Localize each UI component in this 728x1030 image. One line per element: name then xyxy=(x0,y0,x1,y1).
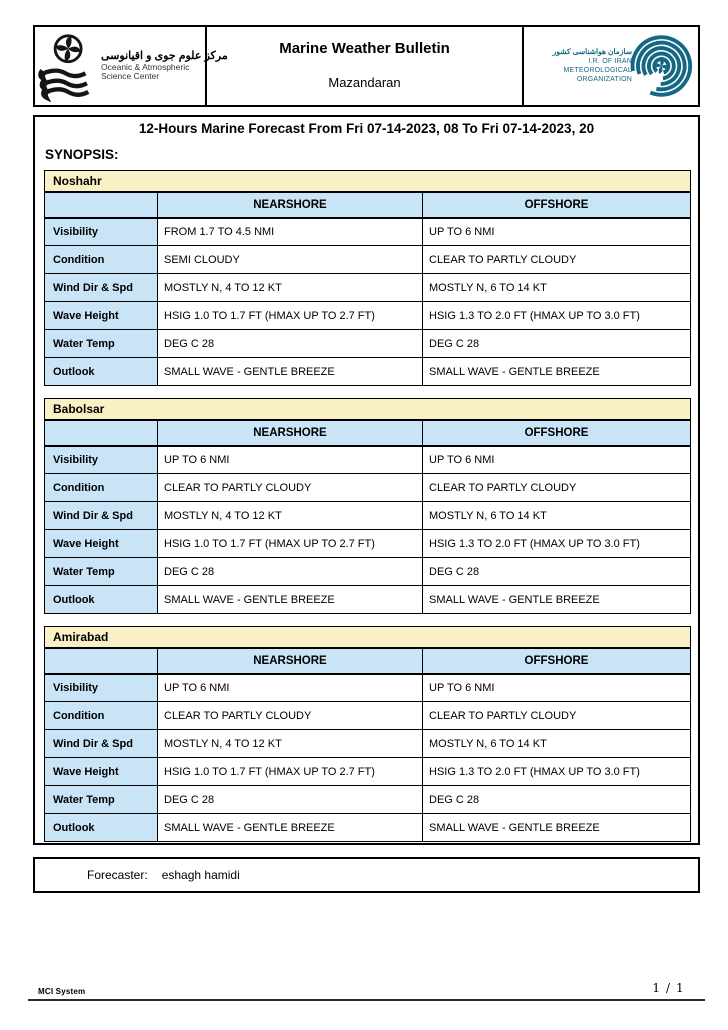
wind-nearshore-value: MOSTLY N, 4 TO 12 KT xyxy=(158,502,423,530)
station-name: Babolsar xyxy=(45,399,691,420)
row-label-outlook: Outlook xyxy=(45,586,158,614)
row-label-condition: Condition xyxy=(45,246,158,274)
station-table-babolsar xyxy=(44,398,691,614)
table-row xyxy=(45,730,691,758)
condition-nearshore-value: CLEAR TO PARTLY CLOUDY xyxy=(158,474,423,502)
forecaster-name: eshagh hamidi xyxy=(161,868,240,882)
wind-offshore-value: MOSTLY N, 6 TO 14 KT xyxy=(423,502,691,530)
row-label-visibility: Visibility xyxy=(45,218,158,246)
wave-offshore-value: HSIG 1.3 TO 2.0 FT (HMAX UP TO 3.0 FT) xyxy=(423,302,691,330)
forecast-body xyxy=(33,115,700,845)
bulletin-header xyxy=(33,25,700,107)
station-name: Amirabad xyxy=(45,627,691,648)
iran-meteorological-organization-icon xyxy=(624,30,694,102)
table-row xyxy=(45,474,691,502)
imo-name-en2: METEOROLOGICAL xyxy=(563,67,632,75)
table-row xyxy=(45,758,691,786)
column-header-offshore: OFFSHORE xyxy=(423,420,691,446)
visibility-nearshore-value: FROM 1.7 TO 4.5 NMI xyxy=(158,218,423,246)
condition-offshore-value: CLEAR TO PARTLY CLOUDY xyxy=(423,246,691,274)
wave-nearshore-value: HSIG 1.0 TO 1.7 FT (HMAX UP TO 2.7 FT) xyxy=(158,302,423,330)
oceanic-center-name-persian: مرکز علوم جوی و اقیانوسی xyxy=(101,49,228,62)
watertemp-nearshore-value: DEG C 28 xyxy=(158,330,423,358)
row-label-wave: Wave Height xyxy=(45,530,158,558)
outlook-offshore-value: SMALL WAVE - GENTLE BREEZE xyxy=(423,358,691,386)
bulletin-region: Mazandaran xyxy=(328,75,401,90)
visibility-nearshore-value: UP TO 6 NMI xyxy=(158,446,423,474)
imo-name-persian: سازمان هواشناسی کشور xyxy=(552,47,632,57)
watertemp-offshore-value: DEG C 28 xyxy=(423,330,691,358)
station-section-amirabad xyxy=(44,626,690,842)
footer-system-label: MCI System xyxy=(38,987,86,996)
oceanic-atmospheric-center-icon xyxy=(35,30,107,102)
synopsis-label: SYNOPSIS: xyxy=(45,147,119,162)
column-header-offshore: OFFSHORE xyxy=(423,192,691,218)
outlook-offshore-value: SMALL WAVE - GENTLE BREEZE xyxy=(423,814,691,842)
table-row xyxy=(45,446,691,474)
column-header-nearshore: NEARSHORE xyxy=(158,648,423,674)
outlook-nearshore-value: SMALL WAVE - GENTLE BREEZE xyxy=(158,358,423,386)
outlook-offshore-value: SMALL WAVE - GENTLE BREEZE xyxy=(423,586,691,614)
row-label-watertemp: Water Temp xyxy=(45,786,158,814)
table-row xyxy=(45,302,691,330)
wind-nearshore-value: MOSTLY N, 4 TO 12 KT xyxy=(158,730,423,758)
page-current: 1 xyxy=(652,981,660,995)
corner-cell xyxy=(45,420,158,446)
outlook-nearshore-value: SMALL WAVE - GENTLE BREEZE xyxy=(158,814,423,842)
column-header-offshore: OFFSHORE xyxy=(423,648,691,674)
visibility-offshore-value: UP TO 6 NMI xyxy=(423,446,691,474)
table-row xyxy=(45,702,691,730)
table-row xyxy=(45,218,691,246)
footer-divider xyxy=(28,999,705,1001)
column-header-nearshore: NEARSHORE xyxy=(158,420,423,446)
forecaster-label: Forecaster: xyxy=(87,868,148,882)
column-header-nearshore: NEARSHORE xyxy=(158,192,423,218)
row-label-wind: Wind Dir & Spd xyxy=(45,502,158,530)
corner-cell xyxy=(45,192,158,218)
watertemp-nearshore-value: DEG C 28 xyxy=(158,786,423,814)
forecast-title: 12-Hours Marine Forecast From Fri 07-14-2023, 08 To Fri 07-14-2023, 20 xyxy=(138,121,595,136)
imo-name xyxy=(553,47,632,84)
visibility-nearshore-value: UP TO 6 NMI xyxy=(158,674,423,702)
page-total: 1 xyxy=(676,981,684,995)
condition-nearshore-value: CLEAR TO PARTLY CLOUDY xyxy=(158,702,423,730)
forecaster-box xyxy=(33,857,700,893)
bulletin-title: Marine Weather Bulletin xyxy=(279,40,450,57)
wave-nearshore-value: HSIG 1.0 TO 1.7 FT (HMAX UP TO 2.7 FT) xyxy=(158,530,423,558)
oceanic-center-logo-cell xyxy=(35,27,228,105)
station-table-noshahr xyxy=(44,170,691,386)
row-label-condition: Condition xyxy=(45,474,158,502)
table-row xyxy=(45,246,691,274)
row-label-watertemp: Water Temp xyxy=(45,330,158,358)
condition-nearshore-value: SEMI CLOUDY xyxy=(158,246,423,274)
page-separator: / xyxy=(665,981,671,995)
wind-offshore-value: MOSTLY N, 6 TO 14 KT xyxy=(423,274,691,302)
station-section-babolsar xyxy=(44,398,690,614)
row-label-visibility: Visibility xyxy=(45,674,158,702)
row-label-wave: Wave Height xyxy=(45,302,158,330)
oceanic-center-name-en1: Oceanic & Atmospheric xyxy=(101,61,190,72)
condition-offshore-value: CLEAR TO PARTLY CLOUDY xyxy=(423,702,691,730)
imo-name-en1: I.R. OF IRAN xyxy=(588,58,632,66)
row-label-visibility: Visibility xyxy=(45,446,158,474)
bulletin-title-cell xyxy=(207,27,522,105)
watertemp-offshore-value: DEG C 28 xyxy=(423,786,691,814)
table-row xyxy=(45,586,691,614)
station-name: Noshahr xyxy=(45,171,691,192)
imo-logo-cell xyxy=(522,27,698,105)
table-row xyxy=(45,502,691,530)
visibility-offshore-value: UP TO 6 NMI xyxy=(423,218,691,246)
wave-offshore-value: HSIG 1.3 TO 2.0 FT (HMAX UP TO 3.0 FT) xyxy=(423,758,691,786)
visibility-offshore-value: UP TO 6 NMI xyxy=(423,674,691,702)
watertemp-offshore-value: DEG C 28 xyxy=(423,558,691,586)
table-row xyxy=(45,786,691,814)
page-number xyxy=(636,981,700,995)
row-label-wind: Wind Dir & Spd xyxy=(45,274,158,302)
corner-cell xyxy=(45,648,158,674)
table-row xyxy=(45,674,691,702)
row-label-watertemp: Water Temp xyxy=(45,558,158,586)
row-label-condition: Condition xyxy=(45,702,158,730)
wave-nearshore-value: HSIG 1.0 TO 1.7 FT (HMAX UP TO 2.7 FT) xyxy=(158,758,423,786)
wind-offshore-value: MOSTLY N, 6 TO 14 KT xyxy=(423,730,691,758)
condition-offshore-value: CLEAR TO PARTLY CLOUDY xyxy=(423,474,691,502)
station-section-noshahr xyxy=(44,170,690,386)
table-row xyxy=(45,330,691,358)
station-table-amirabad xyxy=(44,626,691,842)
row-label-outlook: Outlook xyxy=(45,358,158,386)
watertemp-nearshore-value: DEG C 28 xyxy=(158,558,423,586)
row-label-wind: Wind Dir & Spd xyxy=(45,730,158,758)
table-row xyxy=(45,358,691,386)
wind-nearshore-value: MOSTLY N, 4 TO 12 KT xyxy=(158,274,423,302)
wave-offshore-value: HSIG 1.3 TO 2.0 FT (HMAX UP TO 3.0 FT) xyxy=(423,530,691,558)
table-row xyxy=(45,814,691,842)
oceanic-center-name-en2: Science Center xyxy=(101,71,160,82)
row-label-outlook: Outlook xyxy=(45,814,158,842)
table-row xyxy=(45,530,691,558)
imo-name-en3: ORGANIZATION xyxy=(576,76,632,84)
row-label-wave: Wave Height xyxy=(45,758,158,786)
table-row xyxy=(45,274,691,302)
outlook-nearshore-value: SMALL WAVE - GENTLE BREEZE xyxy=(158,586,423,614)
table-row xyxy=(45,558,691,586)
